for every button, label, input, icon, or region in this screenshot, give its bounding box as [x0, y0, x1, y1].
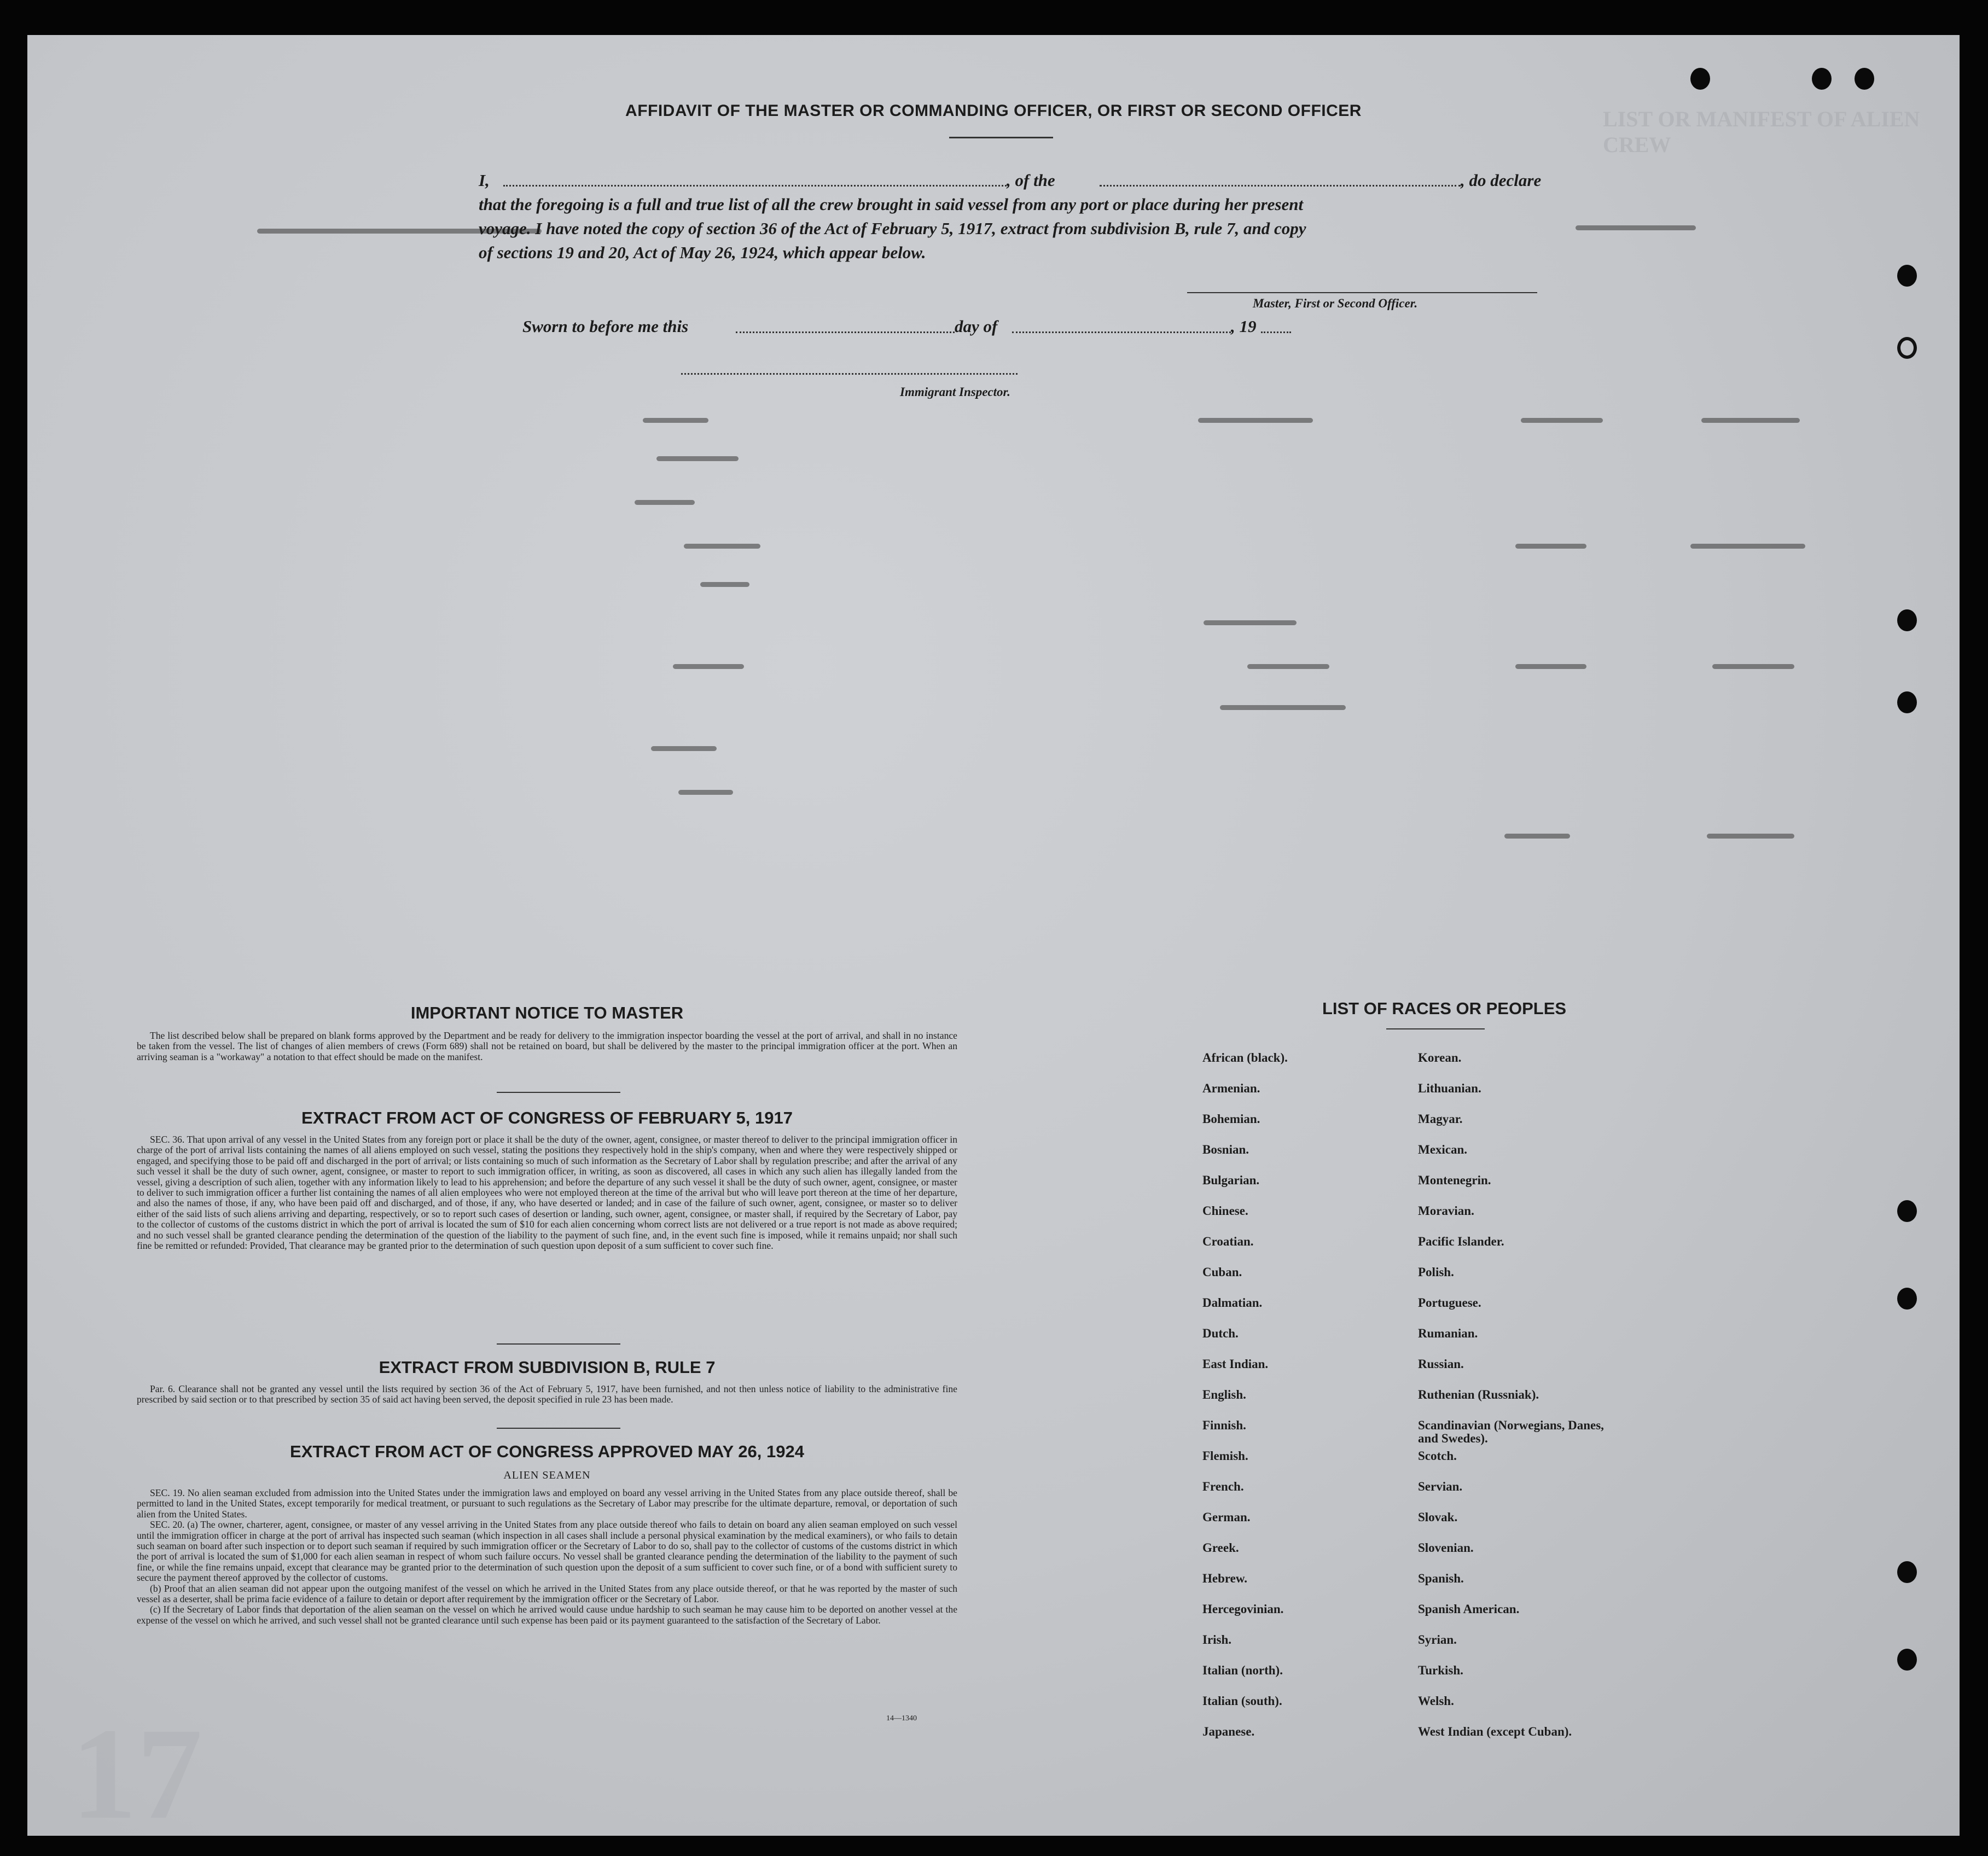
- sec-20a-paragraph: SEC. 20. (a) The owner, charterer, agent, consignee, or master of any vessel arriving in the United States from any place outside thereof who fails to detain on board any alien seaman employed on such vessel until the immigration officer in charge at the port of arrival has inspected such seaman (which inspection in all cases shall include a personal physical examination by the medical examiners), or who fails to detain such seaman on board after such inspection or to deport such seaman if required by such immigration officer or the Secretary of Labor to do so, shall pay to the collector of customs of the customs district in which the port of arrival is located the sum of $1,000 for each alien seaman in respect of whom such failure occurs. No vessel shall be granted clearance pending the determination of the liability to the payment of such fine, or while the fine remains unpaid, except that clearance may be granted prior to the determination of such question upon the deposit of a sum sufficient to cover such fine, or of a bond with sufficient surety to secure the payment thereof approved by the collector of customs.: [137, 1519, 957, 1584]
- section-rule: [497, 1343, 620, 1345]
- sworn-day-of: day of: [955, 317, 998, 336]
- race-item: English.: [1202, 1388, 1246, 1401]
- race-item: Montenegrin.: [1418, 1173, 1491, 1187]
- sworn-day-field[interactable]: [736, 331, 955, 333]
- races-left-column: [1202, 1051, 1288, 1756]
- race-item: Portuguese.: [1418, 1296, 1481, 1310]
- ink-smudge: [684, 544, 760, 549]
- inspector-signature-line[interactable]: [681, 373, 1018, 375]
- ink-smudge: [1198, 418, 1313, 423]
- document-sheet: [27, 35, 1960, 1846]
- notice-title: IMPORTANT NOTICE TO MASTER: [410, 1003, 684, 1022]
- alien-seamen-subhead: ALIEN SEAMEN: [503, 1469, 591, 1481]
- race-item: Italian (north).: [1202, 1663, 1283, 1677]
- affidavit-i: I,: [479, 171, 490, 190]
- punch-hole: [1897, 691, 1917, 713]
- race-item: Flemish.: [1202, 1449, 1248, 1463]
- extract-1917-paragraph: SEC. 36. That upon arrival of any vessel in the United States from any foreign port or place it shall be the duty of the owner, agent, consignee, or master thereof to deliver to the principal immigration officer in charge of the port of arrival lists containing the names of all aliens employed on such vessel, stating the positions they respectively hold in the ship's company, when and where they were respectively shipped or engaged, and specifying those to be paid off and discharged in the port of arrival; or lists containing so much of such information as the Secretary of Labor shall by regulation prescribe; and after the arrival of any such vessel it shall be the duty of such owner, agent, consignee, or master to report to such immigration officer, in writing, as soon as discovered, all cases in which any such alien has illegally landed from the vessel, giving a description of such alien, together with any information likely to lead to his apprehension; and before the departure of any such vessel it shall be the duty of such owner, agent, consignee, or master to deliver to such immigration officer a further list containing the names of all alien employees who were not employed thereon at the time of the arrival but who will leave port thereon at the time of her departure, and also the names of those, if any, who have been paid off and discharged, and of those, if any, who have deserted or landed; and in case of the failure of such owner, agent, consignee, or master so to deliver either of the said lists of such aliens arriving and departing, respectively, or so to report such cases of desertion or landing, such owner, agent, consignee, or master shall, if required by the Secretary of Labor, pay to the collector of customs of the customs district in which the port of arrival is located the sum of $10 for each alien concerning whom correct lists are not delivered or a true report is not made as above required; and no such vessel shall be granted clearance pending the determination of the question of the liability to the payment of such fine, and, in the event such fine is imposed, while it remains unpaid; nor shall such fine be remitted or refunded: Provided, That clearance may be granted prior to the determination of such question upon deposit of a sum sufficient to cover such fine.: [137, 1134, 957, 1252]
- race-item: Mexican.: [1418, 1143, 1468, 1156]
- race-item: Italian (south).: [1202, 1694, 1282, 1708]
- race-item: Korean.: [1418, 1051, 1462, 1064]
- race-item: French.: [1202, 1480, 1244, 1493]
- affidavit-line-4: of sections 19 and 20, Act of May 26, 1924, which appear below.: [479, 243, 926, 262]
- ink-smudge: [1515, 544, 1586, 549]
- race-item: Spanish.: [1418, 1572, 1464, 1585]
- race-item: Armenian.: [1202, 1081, 1260, 1095]
- extract-1924-title: EXTRACT FROM ACT OF CONGRESS APPROVED MAY 26, 1924: [290, 1442, 804, 1461]
- race-item: Bosnian.: [1202, 1143, 1249, 1156]
- extract-rule7-title: EXTRACT FROM SUBDIVISION B, RULE 7: [379, 1358, 716, 1377]
- master-label: Master, First or Second Officer.: [1253, 296, 1418, 310]
- affidavit-line-2: that the foregoing is a full and true list of all the crew brought in said vessel from any port or place during her present: [479, 195, 1304, 214]
- race-item: Dalmatian.: [1202, 1296, 1263, 1310]
- ink-smudge: [651, 746, 717, 751]
- punch-hole: [1897, 1649, 1917, 1671]
- ink-smudge: [643, 418, 708, 423]
- race-item: West Indian (except Cuban).: [1418, 1725, 1572, 1738]
- race-item: Polish.: [1418, 1265, 1454, 1279]
- ink-smudge: [1521, 418, 1603, 423]
- form-number: 14—1340: [886, 1714, 917, 1723]
- title-rule: [949, 137, 1053, 138]
- race-item: Moravian.: [1418, 1204, 1474, 1218]
- bleed-through-text: LIST OR MANIFEST OF ALIEN CREW: [1603, 107, 1920, 157]
- sworn-year-field[interactable]: [1261, 331, 1291, 333]
- extract-rule7-text: [137, 1384, 957, 1405]
- bleed-through-text: 17: [71, 1701, 202, 1846]
- sworn-year: , 19: [1231, 317, 1257, 336]
- section-rule: [497, 1428, 620, 1429]
- sworn-prefix: Sworn to before me this: [522, 317, 689, 336]
- name-field[interactable]: [503, 185, 1007, 187]
- race-item: Ruthenian (Russniak).: [1418, 1388, 1539, 1401]
- sec-19-paragraph: SEC. 19. No alien seaman excluded from admission into the United States under the immigration laws and employed on board any vessel arriving in the United States from any place outside thereof, shall be permitted to land in the United States, except temporarily for medical treatment, or pursuant to such regulations as the Secretary of Labor may prescribe for the ultimate departure, removal, or deportation of such alien from the United States.: [137, 1487, 957, 1520]
- punch-hole: [1897, 1288, 1917, 1310]
- master-signature-line[interactable]: [1187, 292, 1537, 293]
- race-item: Rumanian.: [1418, 1326, 1478, 1340]
- race-item: German.: [1202, 1510, 1251, 1524]
- race-item: Finnish.: [1202, 1418, 1246, 1432]
- extract-1917-title: EXTRACT FROM ACT OF CONGRESS OF FEBRUARY 5, 1917: [301, 1108, 793, 1127]
- affidavit-line-3: voyage. I have noted the copy of section 36 of the Act of February 5, 1917, extract from subdivision B, rule 7, and copy: [479, 219, 1306, 238]
- extract-rule7-paragraph: Par. 6. Clearance shall not be granted any vessel until the lists required by section 36 of the Act of February 5, 1917, have been furnished, and not then unless notice of liability to the administrative fine prescribed by said section or to that prescribed by section 35 of said act having been served, the deposit specified in rule 23 has been made.: [137, 1383, 957, 1405]
- notice-text: [137, 1031, 957, 1062]
- ink-smudge: [656, 456, 739, 461]
- ink-smudge: [1707, 834, 1794, 839]
- race-item: Bulgarian.: [1202, 1173, 1260, 1187]
- race-item: Chinese.: [1202, 1204, 1248, 1218]
- race-item: Pacific Islander.: [1418, 1235, 1504, 1248]
- ink-smudge: [1515, 664, 1586, 669]
- punch-hole: [1897, 609, 1917, 631]
- race-item: Lithuanian.: [1418, 1081, 1481, 1095]
- race-item: Spanish American.: [1418, 1602, 1520, 1616]
- ink-smudge: [678, 790, 733, 795]
- race-item: Russian.: [1418, 1357, 1464, 1371]
- race-item: Syrian.: [1418, 1633, 1457, 1646]
- sec-20c-paragraph: (c) If the Secretary of Labor finds that deportation of the alien seaman on the vessel on which he arrived would cause undue hardship to such seaman he may cause him to be deported on another vessel at the expense of the vessel on which he arrived, and such vessel shall not be granted clearance until such expense has been paid or its payment guaranteed to the satisfaction of the Secretary of Labor.: [137, 1604, 957, 1626]
- race-item: Japanese.: [1202, 1725, 1255, 1738]
- affidavit-title: AFFIDAVIT OF THE MASTER OR COMMANDING OFFICER, OR FIRST OR SECOND OFFICER: [625, 102, 1362, 120]
- extract-1917-text: [137, 1134, 957, 1251]
- punch-hole: [1897, 1200, 1917, 1222]
- race-item: Bohemian.: [1202, 1112, 1260, 1126]
- ink-smudge: [1690, 544, 1805, 549]
- punch-hole: [1897, 1561, 1917, 1583]
- punch-hole: [1812, 68, 1832, 90]
- ink-smudge: [1247, 664, 1329, 669]
- ink-smudge: [1576, 225, 1696, 230]
- race-item: Slovenian.: [1418, 1541, 1474, 1555]
- punch-hole: [1690, 68, 1710, 90]
- race-item: Servian.: [1418, 1480, 1463, 1493]
- race-item: African (black).: [1202, 1051, 1288, 1064]
- vessel-field[interactable]: [1100, 185, 1461, 187]
- race-item: East Indian.: [1202, 1357, 1269, 1371]
- race-item: Hercegovinian.: [1202, 1602, 1284, 1616]
- sec-20b-paragraph: (b) Proof that an alien seaman did not appear upon the outgoing manifest of the vessel on which he arrived in the United States from any place outside thereof, or that he was reported by the master of such vessel as a deserter, shall be prima facie evidence of a failure to detain or deport after requirement by the immigration officer or the Secretary of Labor.: [137, 1582, 957, 1605]
- race-item: Dutch.: [1202, 1326, 1239, 1340]
- race-item: Irish.: [1202, 1633, 1232, 1646]
- races-title-rule: [1386, 1028, 1485, 1029]
- race-item: Croatian.: [1202, 1235, 1254, 1248]
- ink-smudge: [635, 500, 695, 505]
- punch-hole: [1855, 68, 1874, 90]
- sworn-month-field[interactable]: [1012, 331, 1231, 333]
- punch-hole: [1897, 337, 1917, 359]
- race-item: Greek.: [1202, 1541, 1239, 1555]
- affidavit-of-the: , of the: [1007, 171, 1055, 190]
- race-item: Welsh.: [1418, 1694, 1454, 1708]
- extract-1924-text: [137, 1488, 957, 1626]
- race-item: Turkish.: [1418, 1663, 1463, 1677]
- ink-smudge: [1504, 834, 1570, 839]
- ink-smudge: [1220, 705, 1346, 710]
- ink-smudge: [673, 664, 744, 669]
- race-item: Scandinavian (Norwegians, Danes, and Swedes).: [1418, 1418, 1604, 1445]
- notice-paragraph: The list described below shall be prepared on blank forms approved by the Department and be ready for delivery to the immigration inspector boarding the vessel at the port of arrival, and shall in no instance be taken from the vessel. The list of changes of alien members of crews (Form 689) shall not be retained on board, but shall be delivered by the master to the principal immigration officer at the port. When an arriving seaman is a "workaway" a notation to that effect should be made on the manifest.: [137, 1030, 957, 1062]
- punch-hole: [1897, 265, 1917, 287]
- ink-smudge: [1701, 418, 1800, 423]
- race-item: Slovak.: [1418, 1510, 1458, 1524]
- races-title: LIST OF RACES OR PEOPLES: [1322, 999, 1567, 1018]
- races-right-column: [1418, 1051, 1615, 1756]
- race-item: Hebrew.: [1202, 1572, 1247, 1585]
- affidavit-declare: , do declare: [1461, 171, 1542, 190]
- ink-smudge: [1204, 620, 1297, 625]
- race-item: Cuban.: [1202, 1265, 1242, 1279]
- race-item: Scotch.: [1418, 1449, 1457, 1463]
- inspector-label: Immigrant Inspector.: [900, 385, 1010, 399]
- ink-smudge: [700, 582, 749, 587]
- section-rule: [497, 1092, 620, 1093]
- ink-smudge: [1712, 664, 1794, 669]
- race-item: Magyar.: [1418, 1112, 1463, 1126]
